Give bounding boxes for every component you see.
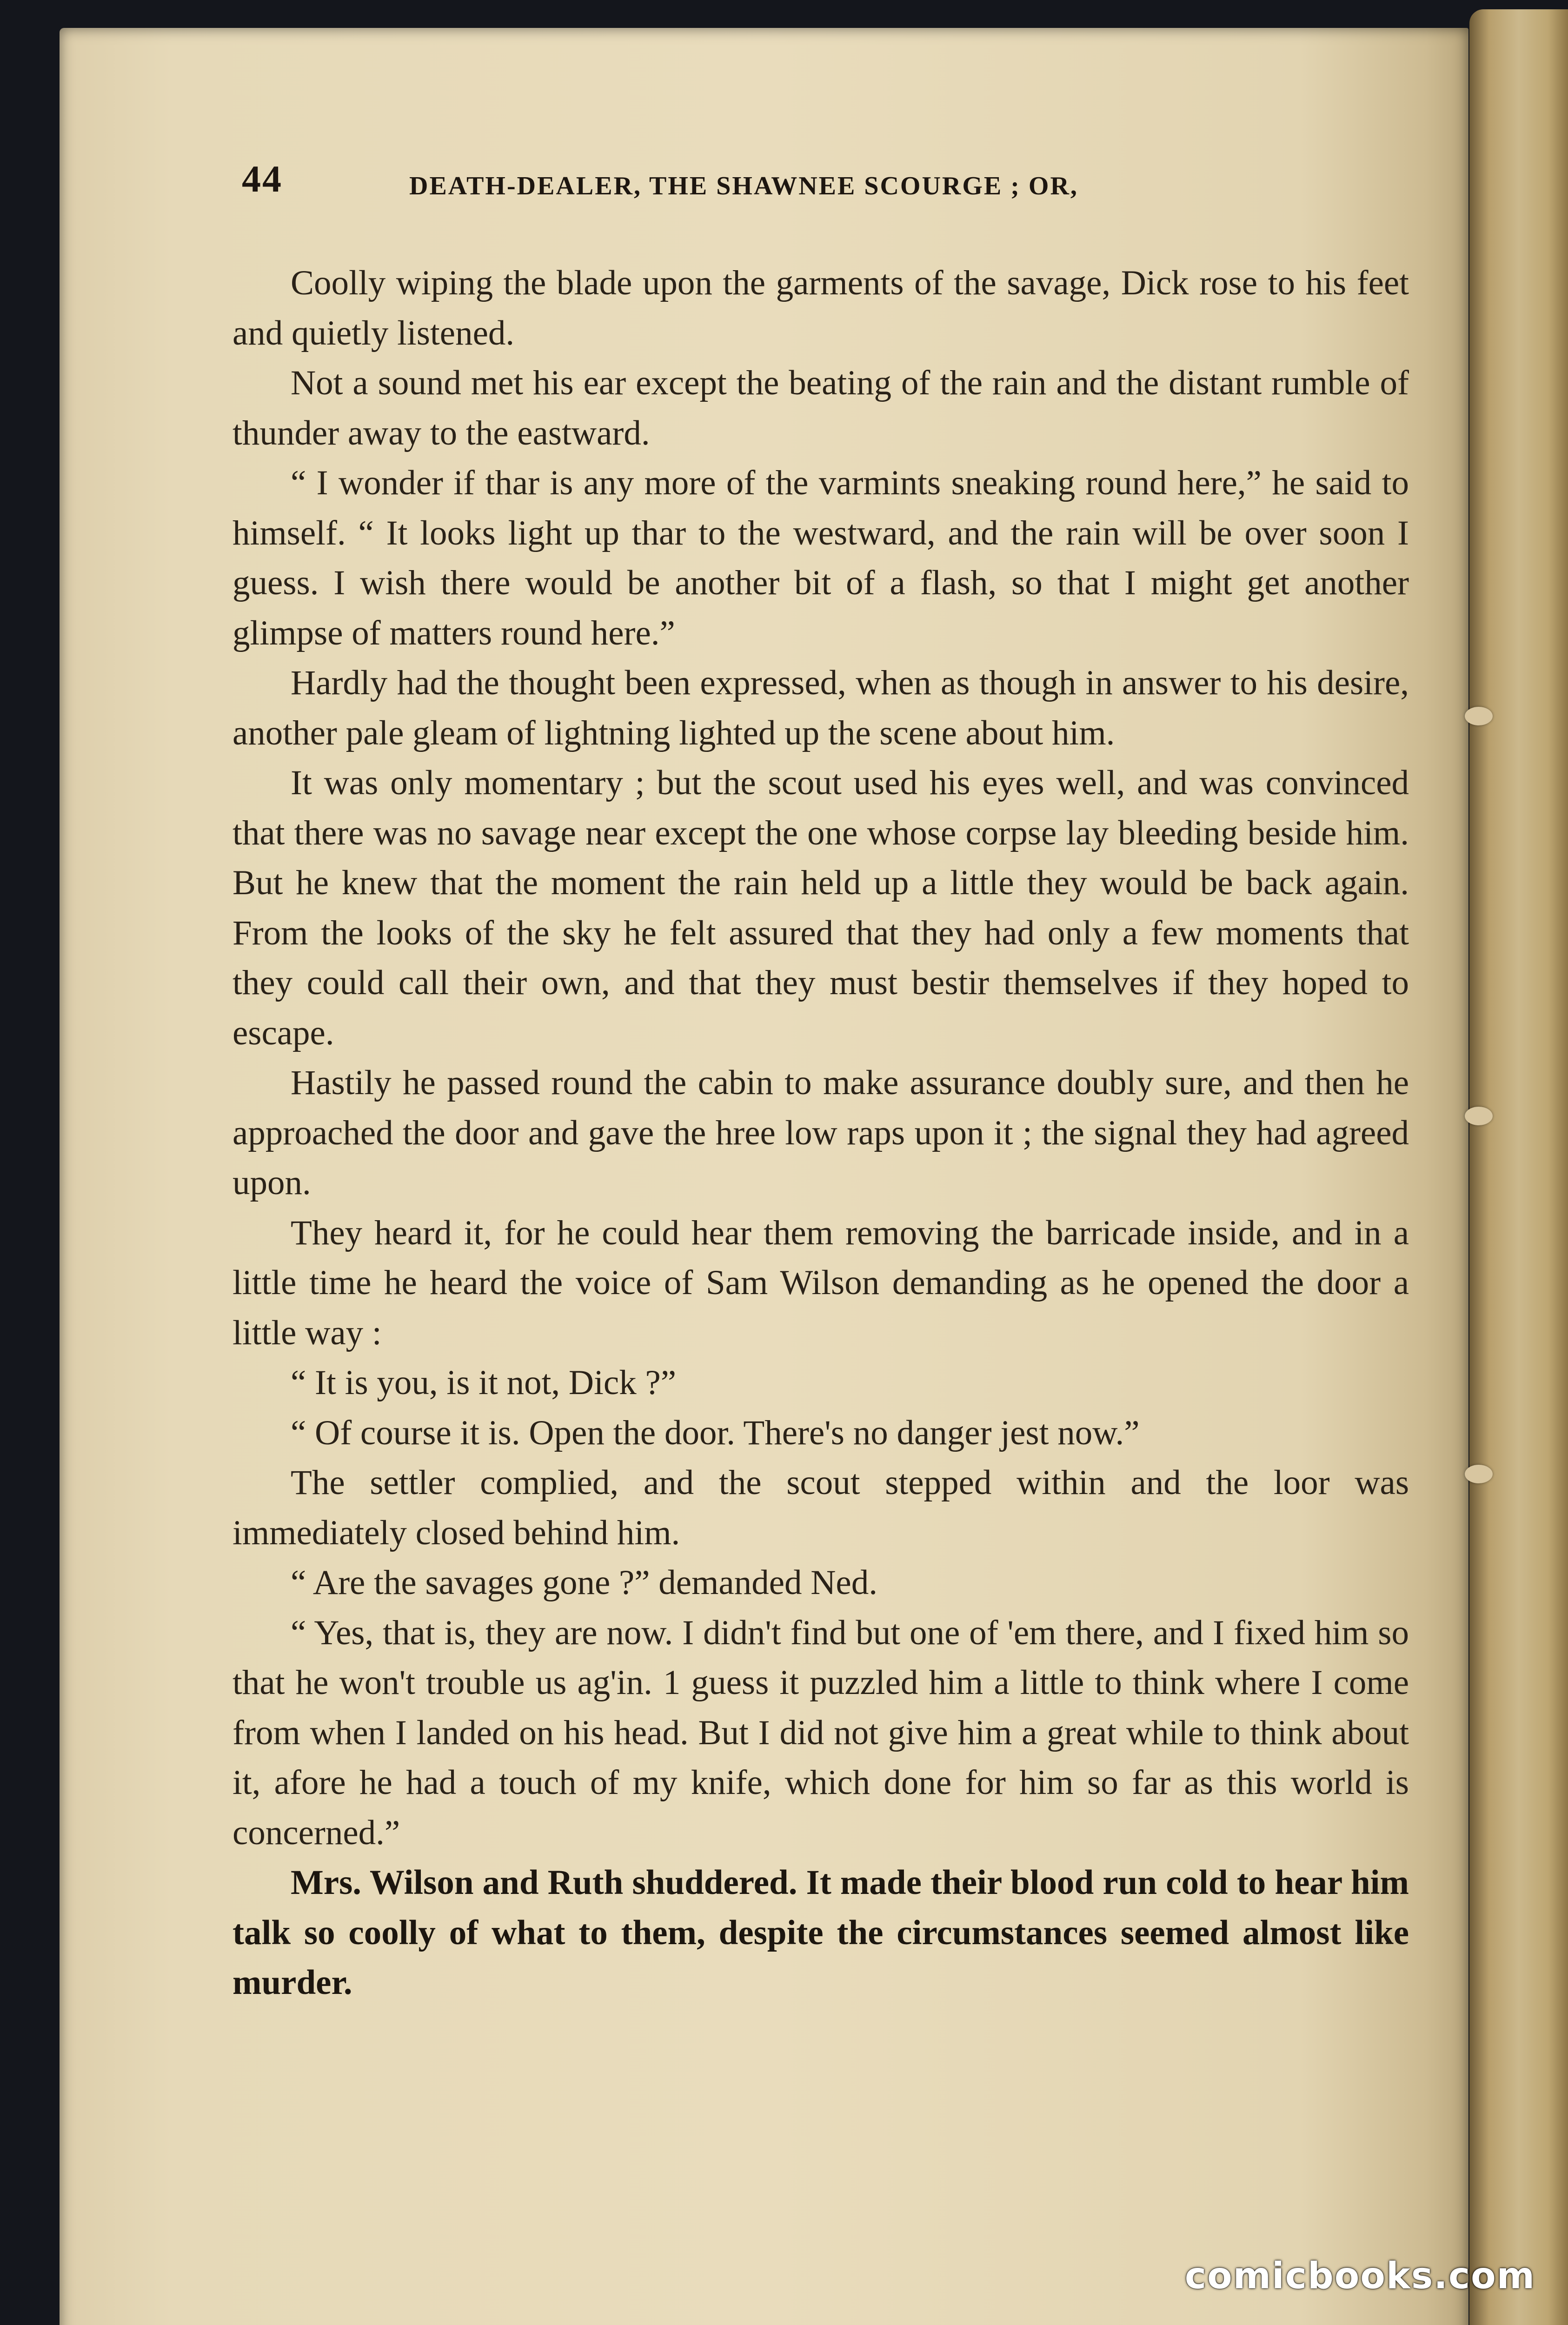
watermark: comicbooks.com [1184,2255,1535,2297]
paragraph: Mrs. Wilson and Ruth shuddered. It made their blood run cold to hear him talk so coolly of what to them, despite the circumstances seemed almost like murder. [233,1863,1409,2002]
page-number: 44 [242,158,283,200]
binding-stitch [1465,1465,1493,1483]
paragraph: “ I wonder if thar is any more of the varmints sneaking round here,” he said to himself. “ It looks light up thar to the westward, and the rain will be over soon I guess. I wish there would be another bit of a flash, so that I might get another glimpse of matters round here.” [233,464,1409,652]
running-title: DEATH-DEALER, THE SHAWNEE SCOURGE ; OR, [409,172,1078,200]
paragraph: Not a sound met his ear except the beating of the rain and the distant rumble of thunder away to the eastward. [233,364,1409,452]
book-spine [1469,9,1568,2325]
paragraph: Hardly had the thought been expressed, when as though in answer to his desire, another pale gleam of lightning lighted up the scene about him. [233,664,1409,752]
paragraph: “ It is you, is it not, Dick ?” [291,1363,677,1402]
paragraph: The settler complied, and the scout stepped within and the loor was immediately closed behind him. [233,1463,1409,1552]
paragraph: Hastily he passed round the cabin to make assurance doubly sure, and then he approached the door and gave the hree low raps upon it ; the signal they had agreed upon. [233,1063,1409,1202]
paragraph: “ Yes, that is, they are now. I didn't find but one of 'em there, and I fixed him so that he won't trouble us ag'in. 1 guess it puzzled him a little to think where I come from when I landed on his head. But I did not give him a great while to think about it, afore he had a touch of my knife, which done for him so far as this world is concerned.” [233,1613,1409,1852]
body-text [233,258,1409,2008]
paragraph: Coolly wiping the blade upon the garments of the savage, Dick rose to his feet and quietly listened. [233,264,1409,352]
paragraph: “ Are the savages gone ?” demanded Ned. [291,1563,877,1602]
binding-stitch [1465,1107,1493,1125]
paragraph: They heard it, for he could hear them removing the barricade inside, and in a little time he heard the voice of Sam Wilson demanding as he opened the door a little way : [233,1213,1409,1352]
paragraph: It was only momentary ; but the scout used his eyes well, and was convinced that there was no savage near except the one whose corpse lay bleeding beside him. But he knew that the moment the rain held up a little they would be back again. From the looks of the sky he felt assured that they had only a few moments that they could call their own, and that they must bestir themselves if they hoped to escape. [233,764,1409,1052]
paragraph: “ Of course it is. Open the door. There's no danger jest now.” [291,1413,1140,1452]
binding-stitch [1465,707,1493,725]
